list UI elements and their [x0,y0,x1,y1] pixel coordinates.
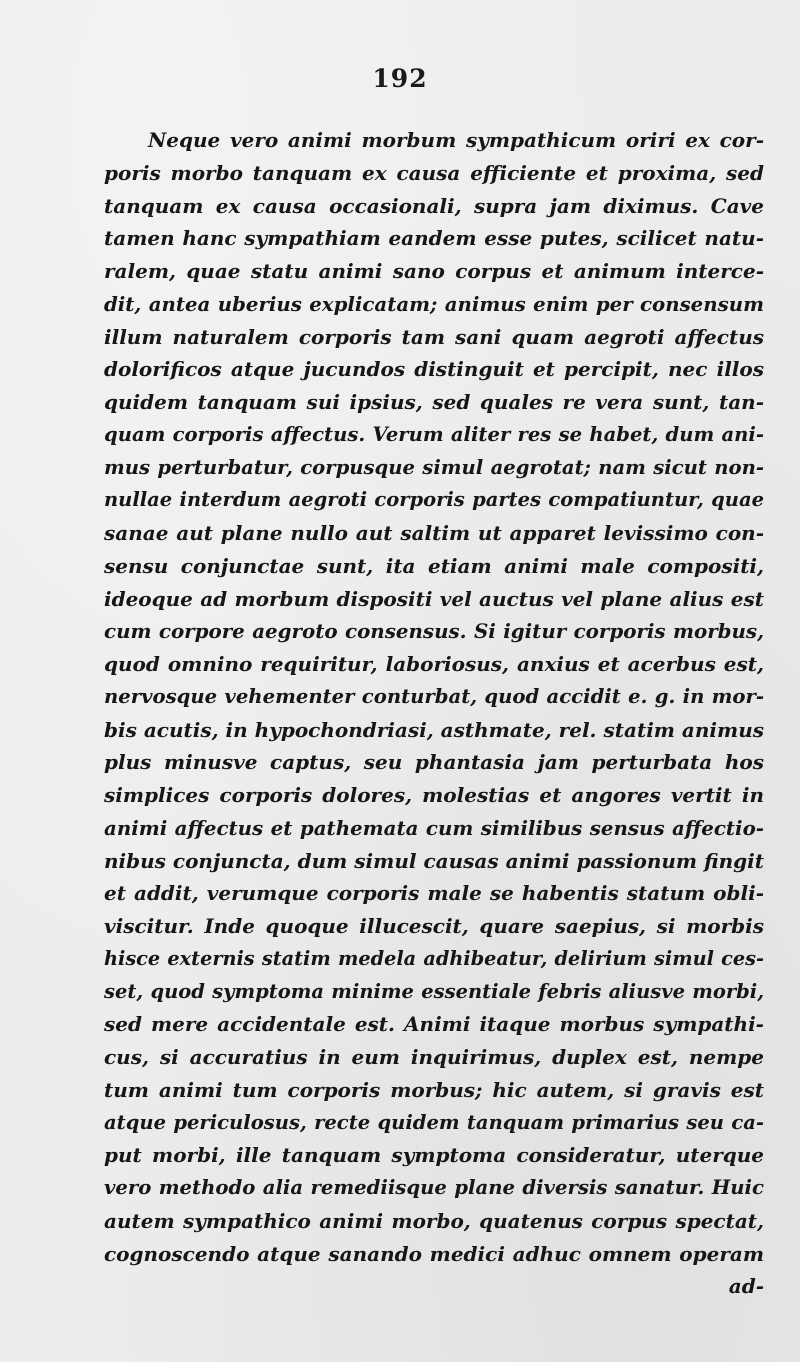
text-line: ideoque ad morbum dispositi vel auctus vel plane alius est [104,586,764,611]
text-line: quidem tanquam sui ipsius, sed quales re vera sunt, tan- [104,390,764,414]
text-line: illum naturalem corporis tam sani quam aegroti affectus [104,324,764,349]
text-line: hisce externis statim medela adhibeatur, delirium simul ces- [104,946,764,970]
text-line: sensu conjunctae sunt, ita etiam animi male compositi, [104,553,764,578]
text-line: bis acutis, in hypochondriasi, asthmate, rel. statim animus [104,717,764,742]
text-line: dit, antea uberius explicatam; animus enim per consensum [104,291,764,316]
text-line: autem sympathico animi morbo, quatenus corpus spectat, [104,1208,764,1233]
text-line: put morbi, ille tanquam symptoma consideratur, uterque [104,1143,764,1168]
text-line: Neque vero animi morbum sympathicum oriri ex cor- [148,128,764,152]
text-line: poris morbo tanquam ex causa efficiente et proxima, sed [104,160,764,185]
text-line: nibus conjuncta, dum simul causas animi passionum fingit [104,848,764,873]
text-line: ralem, quae statu animi sano corpus et animum interce- [104,259,764,283]
text-line: et addit, verumque corporis male se habentis statum obli- [104,881,764,906]
text-line: quam corporis affectus. Verum aliter res se habet, dum ani- [104,422,764,446]
text-line: tanquam ex causa occasionali, supra jam diximus. Cave [104,193,764,218]
text-line: cus, si accuratius in eum inquirimus, duplex est, nempe [104,1045,764,1069]
text-line: nervosque vehementer conturbat, quod accidit e. g. in mor- [104,684,764,708]
text-line: quod omnino requiritur, laboriosus, anxius et acerbus est, [104,652,764,676]
text-line: mus perturbatur, corpusque simul aegrotat; nam sicut non- [104,455,764,479]
catchword: ad- [728,1274,764,1299]
text-line: tamen hanc sympathiam eandem esse putes, scilicet natu- [104,226,764,251]
text-line: tum animi tum corporis morbus; hic autem, si gravis est [104,1077,764,1102]
text-line: set, quod symptoma minime essentiale febris aliusve morbi, [104,979,764,1003]
text-line: animi affectus et pathemata cum similibus sensus affectio- [104,815,764,840]
text-line: sed mere accidentale est. Animi itaque morbus sympathi- [104,1012,764,1037]
text-line: nullae interdum aegroti corporis partes compatiuntur, quae [104,488,764,512]
text-line: simplices corporis dolores, molestias et angores vertit in [104,783,764,807]
text-line: atque periculosus, recte quidem tanquam primarius seu ca- [104,1110,764,1134]
page-number: 192 [372,64,428,93]
text-line: dolorificos atque jucundos distinguit et percipit, nec illos [104,357,764,382]
text-line: sanae aut plane nullo aut saltim ut apparet levissimo con- [104,521,764,545]
text-line: plus minusve captus, seu phantasia jam perturbata hos [104,750,764,775]
body-text [104,124,764,1303]
text-line: vero methodo alia remediisque plane diversis sanatur. Huic [104,1176,764,1199]
text-line: cognoscendo atque sanando medici adhuc omnem operam [104,1241,764,1266]
text-line: cum corpore aegroto consensus. Si igitur corporis morbus, [104,619,764,644]
text-line: viscitur. Inde quoque illucescit, quare saepius, si morbis [104,914,764,938]
